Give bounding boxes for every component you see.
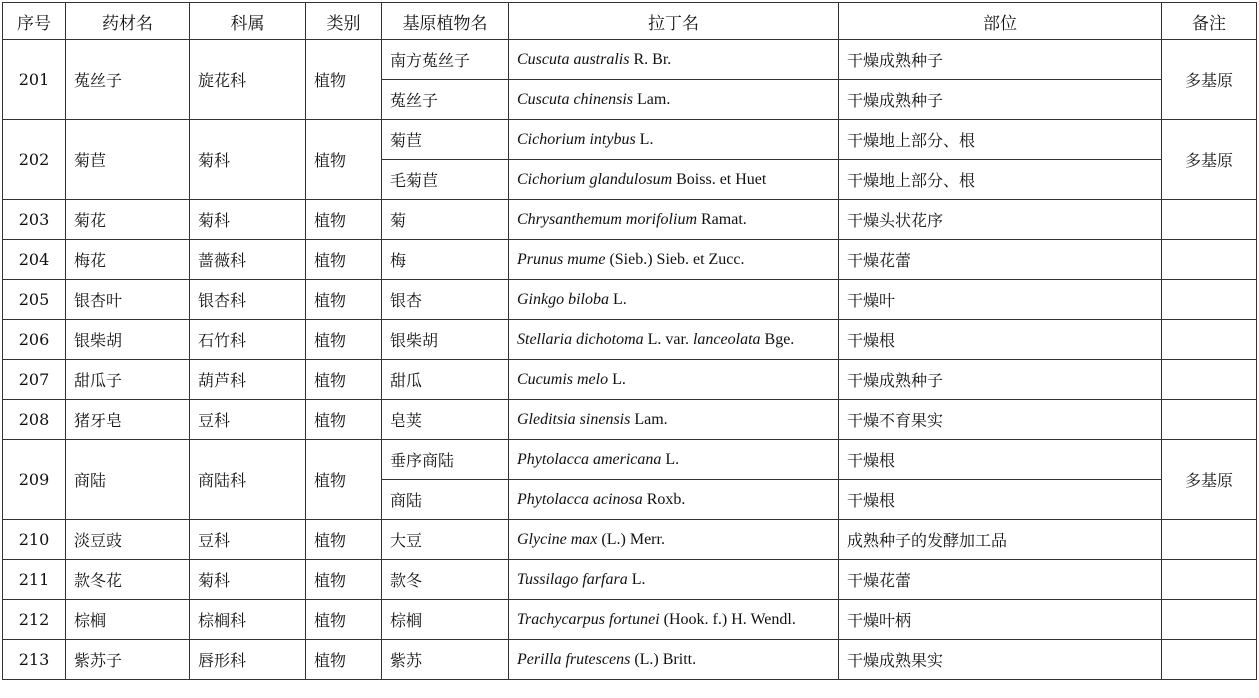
herb-family: 菊科 [190, 120, 306, 200]
table-row [3, 520, 1257, 560]
herb-family: 唇形科 [190, 640, 306, 680]
latin-binomial: Chrysanthemum morifolium [517, 211, 697, 228]
herb-family: 葫芦科 [190, 360, 306, 400]
herb-name: 猪牙皂 [66, 400, 190, 440]
herb-name: 紫苏子 [66, 640, 190, 680]
table-row [3, 360, 1257, 400]
latin-name [509, 600, 839, 640]
table-row [3, 120, 1257, 160]
source-plant: 银柴胡 [382, 320, 509, 360]
row-number: 207 [3, 360, 66, 400]
herb-name: 银柴胡 [66, 320, 190, 360]
latin-variety: lanceolata [692, 331, 761, 348]
herb-family: 菊科 [190, 560, 306, 600]
col-header-herb: 药材名 [66, 3, 190, 40]
plant-part: 干燥根 [839, 320, 1162, 360]
latin-author: L. var. [643, 331, 693, 348]
col-header-plant: 基原植物名 [382, 3, 509, 40]
herb-family: 菊科 [190, 200, 306, 240]
latin-binomial: Phytolacca americana [517, 451, 662, 468]
source-plant: 菊苣 [382, 120, 509, 160]
col-header-part: 部位 [839, 3, 1162, 40]
herb-category: 植物 [306, 440, 382, 520]
herb-category: 植物 [306, 240, 382, 280]
herb-name: 甜瓜子 [66, 360, 190, 400]
remark [1162, 560, 1257, 600]
latin-author: (L.) Merr. [597, 531, 665, 548]
table-body [3, 40, 1257, 680]
latin-name [509, 480, 839, 520]
herb-family: 商陆科 [190, 440, 306, 520]
col-header-note: 备注 [1162, 3, 1257, 40]
table-row [3, 640, 1257, 680]
latin-name [509, 240, 839, 280]
latin-author: Lam. [633, 91, 671, 108]
remark [1162, 400, 1257, 440]
latin-author: L. [661, 451, 680, 468]
row-number: 204 [3, 240, 66, 280]
remark: 多基原 [1162, 440, 1257, 520]
herb-family: 石竹科 [190, 320, 306, 360]
plant-part: 干燥根 [839, 440, 1162, 480]
col-header-category: 类别 [306, 3, 382, 40]
table-row [3, 560, 1257, 600]
latin-binomial: Cichorium glandulosum [517, 171, 673, 188]
latin-author: L. [608, 371, 626, 388]
row-number: 210 [3, 520, 66, 560]
latin-variety-author: Bge. [760, 331, 795, 348]
plant-part: 干燥花蕾 [839, 240, 1162, 280]
source-plant: 款冬 [382, 560, 509, 600]
latin-binomial: Trachycarpus fortunei [517, 611, 660, 628]
remark [1162, 200, 1257, 240]
plant-part: 干燥头状花序 [839, 200, 1162, 240]
herb-category: 植物 [306, 280, 382, 320]
table-row [3, 320, 1257, 360]
source-plant: 梅 [382, 240, 509, 280]
col-header-family: 科属 [190, 3, 306, 40]
source-plant: 菟丝子 [382, 80, 509, 120]
remark [1162, 360, 1257, 400]
latin-author: (L.) Britt. [630, 651, 697, 668]
source-plant: 商陆 [382, 480, 509, 520]
table-row [3, 280, 1257, 320]
remark [1162, 320, 1257, 360]
herb-name: 商陆 [66, 440, 190, 520]
latin-name [509, 80, 839, 120]
latin-name [509, 440, 839, 480]
plant-part: 干燥地上部分、根 [839, 160, 1162, 200]
table-row [3, 200, 1257, 240]
herb-category: 植物 [306, 360, 382, 400]
herb-name: 菊苣 [66, 120, 190, 200]
table-row [3, 600, 1257, 640]
latin-author: L. [635, 131, 654, 148]
latin-binomial: Cichorium intybus [517, 131, 636, 148]
latin-author: L. [609, 291, 627, 308]
latin-binomial: Phytolacca acinosa [517, 491, 643, 508]
plant-part: 干燥花蕾 [839, 560, 1162, 600]
header-row [3, 3, 1257, 40]
row-number: 208 [3, 400, 66, 440]
latin-name [509, 640, 839, 680]
source-plant: 紫苏 [382, 640, 509, 680]
herb-name: 棕榈 [66, 600, 190, 640]
row-number: 206 [3, 320, 66, 360]
latin-binomial: Tussilago farfara [517, 571, 628, 588]
plant-part: 干燥叶 [839, 280, 1162, 320]
source-plant: 皂荚 [382, 400, 509, 440]
remark [1162, 280, 1257, 320]
plant-part: 干燥成熟种子 [839, 360, 1162, 400]
latin-name [509, 320, 839, 360]
latin-name [509, 360, 839, 400]
latin-author: Ramat. [697, 211, 747, 228]
plant-part: 干燥成熟种子 [839, 80, 1162, 120]
source-plant: 毛菊苣 [382, 160, 509, 200]
latin-author: Lam. [630, 411, 668, 428]
herb-category: 植物 [306, 600, 382, 640]
latin-name [509, 120, 839, 160]
herb-name: 银杏叶 [66, 280, 190, 320]
latin-author: R. Br. [629, 51, 672, 68]
row-number: 209 [3, 440, 66, 520]
col-header-latin: 拉丁名 [509, 3, 839, 40]
latin-name [509, 280, 839, 320]
table-row [3, 400, 1257, 440]
latin-author: (Hook. f.) H. Wendl. [659, 611, 796, 628]
remark: 多基原 [1162, 40, 1257, 120]
herb-name: 梅花 [66, 240, 190, 280]
plant-part: 干燥成熟果实 [839, 640, 1162, 680]
remark: 多基原 [1162, 120, 1257, 200]
latin-binomial: Cuscuta chinensis [517, 91, 633, 108]
herb-name: 菟丝子 [66, 40, 190, 120]
source-plant: 菊 [382, 200, 509, 240]
herb-family: 棕榈科 [190, 600, 306, 640]
plant-part: 成熟种子的发酵加工品 [839, 520, 1162, 560]
herb-name: 菊花 [66, 200, 190, 240]
row-number: 213 [3, 640, 66, 680]
herb-category: 植物 [306, 560, 382, 600]
herb-category: 植物 [306, 200, 382, 240]
plant-part: 干燥不育果实 [839, 400, 1162, 440]
latin-binomial: Cucumis melo [517, 371, 609, 388]
plant-part: 干燥叶柄 [839, 600, 1162, 640]
latin-binomial: Perilla frutescens [517, 651, 631, 668]
source-plant: 甜瓜 [382, 360, 509, 400]
plant-part: 干燥根 [839, 480, 1162, 520]
source-plant: 垂序商陆 [382, 440, 509, 480]
row-number: 211 [3, 560, 66, 600]
latin-author: (Sieb.) Sieb. et Zucc. [605, 251, 745, 268]
herb-category: 植物 [306, 640, 382, 680]
latin-binomial: Ginkgo biloba [517, 291, 609, 308]
remark [1162, 240, 1257, 280]
latin-name [509, 160, 839, 200]
latin-binomial: Cuscuta australis [517, 51, 630, 68]
table-row [3, 240, 1257, 280]
source-plant: 银杏 [382, 280, 509, 320]
source-plant: 南方菟丝子 [382, 40, 509, 80]
remark [1162, 600, 1257, 640]
herb-family: 银杏科 [190, 280, 306, 320]
source-plant: 棕榈 [382, 600, 509, 640]
herb-table [2, 2, 1257, 680]
herb-family: 旋花科 [190, 40, 306, 120]
herb-category: 植物 [306, 320, 382, 360]
latin-binomial: Prunus mume [517, 251, 606, 268]
herb-category: 植物 [306, 40, 382, 120]
remark [1162, 640, 1257, 680]
latin-binomial: Glycine max [517, 531, 598, 548]
herb-family: 豆科 [190, 520, 306, 560]
latin-name [509, 400, 839, 440]
herb-name: 款冬花 [66, 560, 190, 600]
latin-author: Roxb. [642, 491, 686, 508]
col-header-no: 序号 [3, 3, 66, 40]
herb-family: 蔷薇科 [190, 240, 306, 280]
latin-author: L. [627, 571, 646, 588]
table-row [3, 40, 1257, 80]
source-plant: 大豆 [382, 520, 509, 560]
latin-name [509, 520, 839, 560]
herb-family: 豆科 [190, 400, 306, 440]
herb-category: 植物 [306, 520, 382, 560]
herb-name: 淡豆豉 [66, 520, 190, 560]
latin-name [509, 200, 839, 240]
table-row [3, 440, 1257, 480]
latin-name [509, 40, 839, 80]
row-number: 212 [3, 600, 66, 640]
row-number: 202 [3, 120, 66, 200]
row-number: 205 [3, 280, 66, 320]
latin-binomial: Stellaria dichotoma [517, 331, 644, 348]
plant-part: 干燥成熟种子 [839, 40, 1162, 80]
latin-author: Boiss. et Huet [672, 171, 767, 188]
herb-category: 植物 [306, 400, 382, 440]
plant-part: 干燥地上部分、根 [839, 120, 1162, 160]
latin-binomial: Gleditsia sinensis [517, 411, 631, 428]
herb-category: 植物 [306, 120, 382, 200]
latin-name [509, 560, 839, 600]
row-number: 203 [3, 200, 66, 240]
row-number: 201 [3, 40, 66, 120]
remark [1162, 520, 1257, 560]
